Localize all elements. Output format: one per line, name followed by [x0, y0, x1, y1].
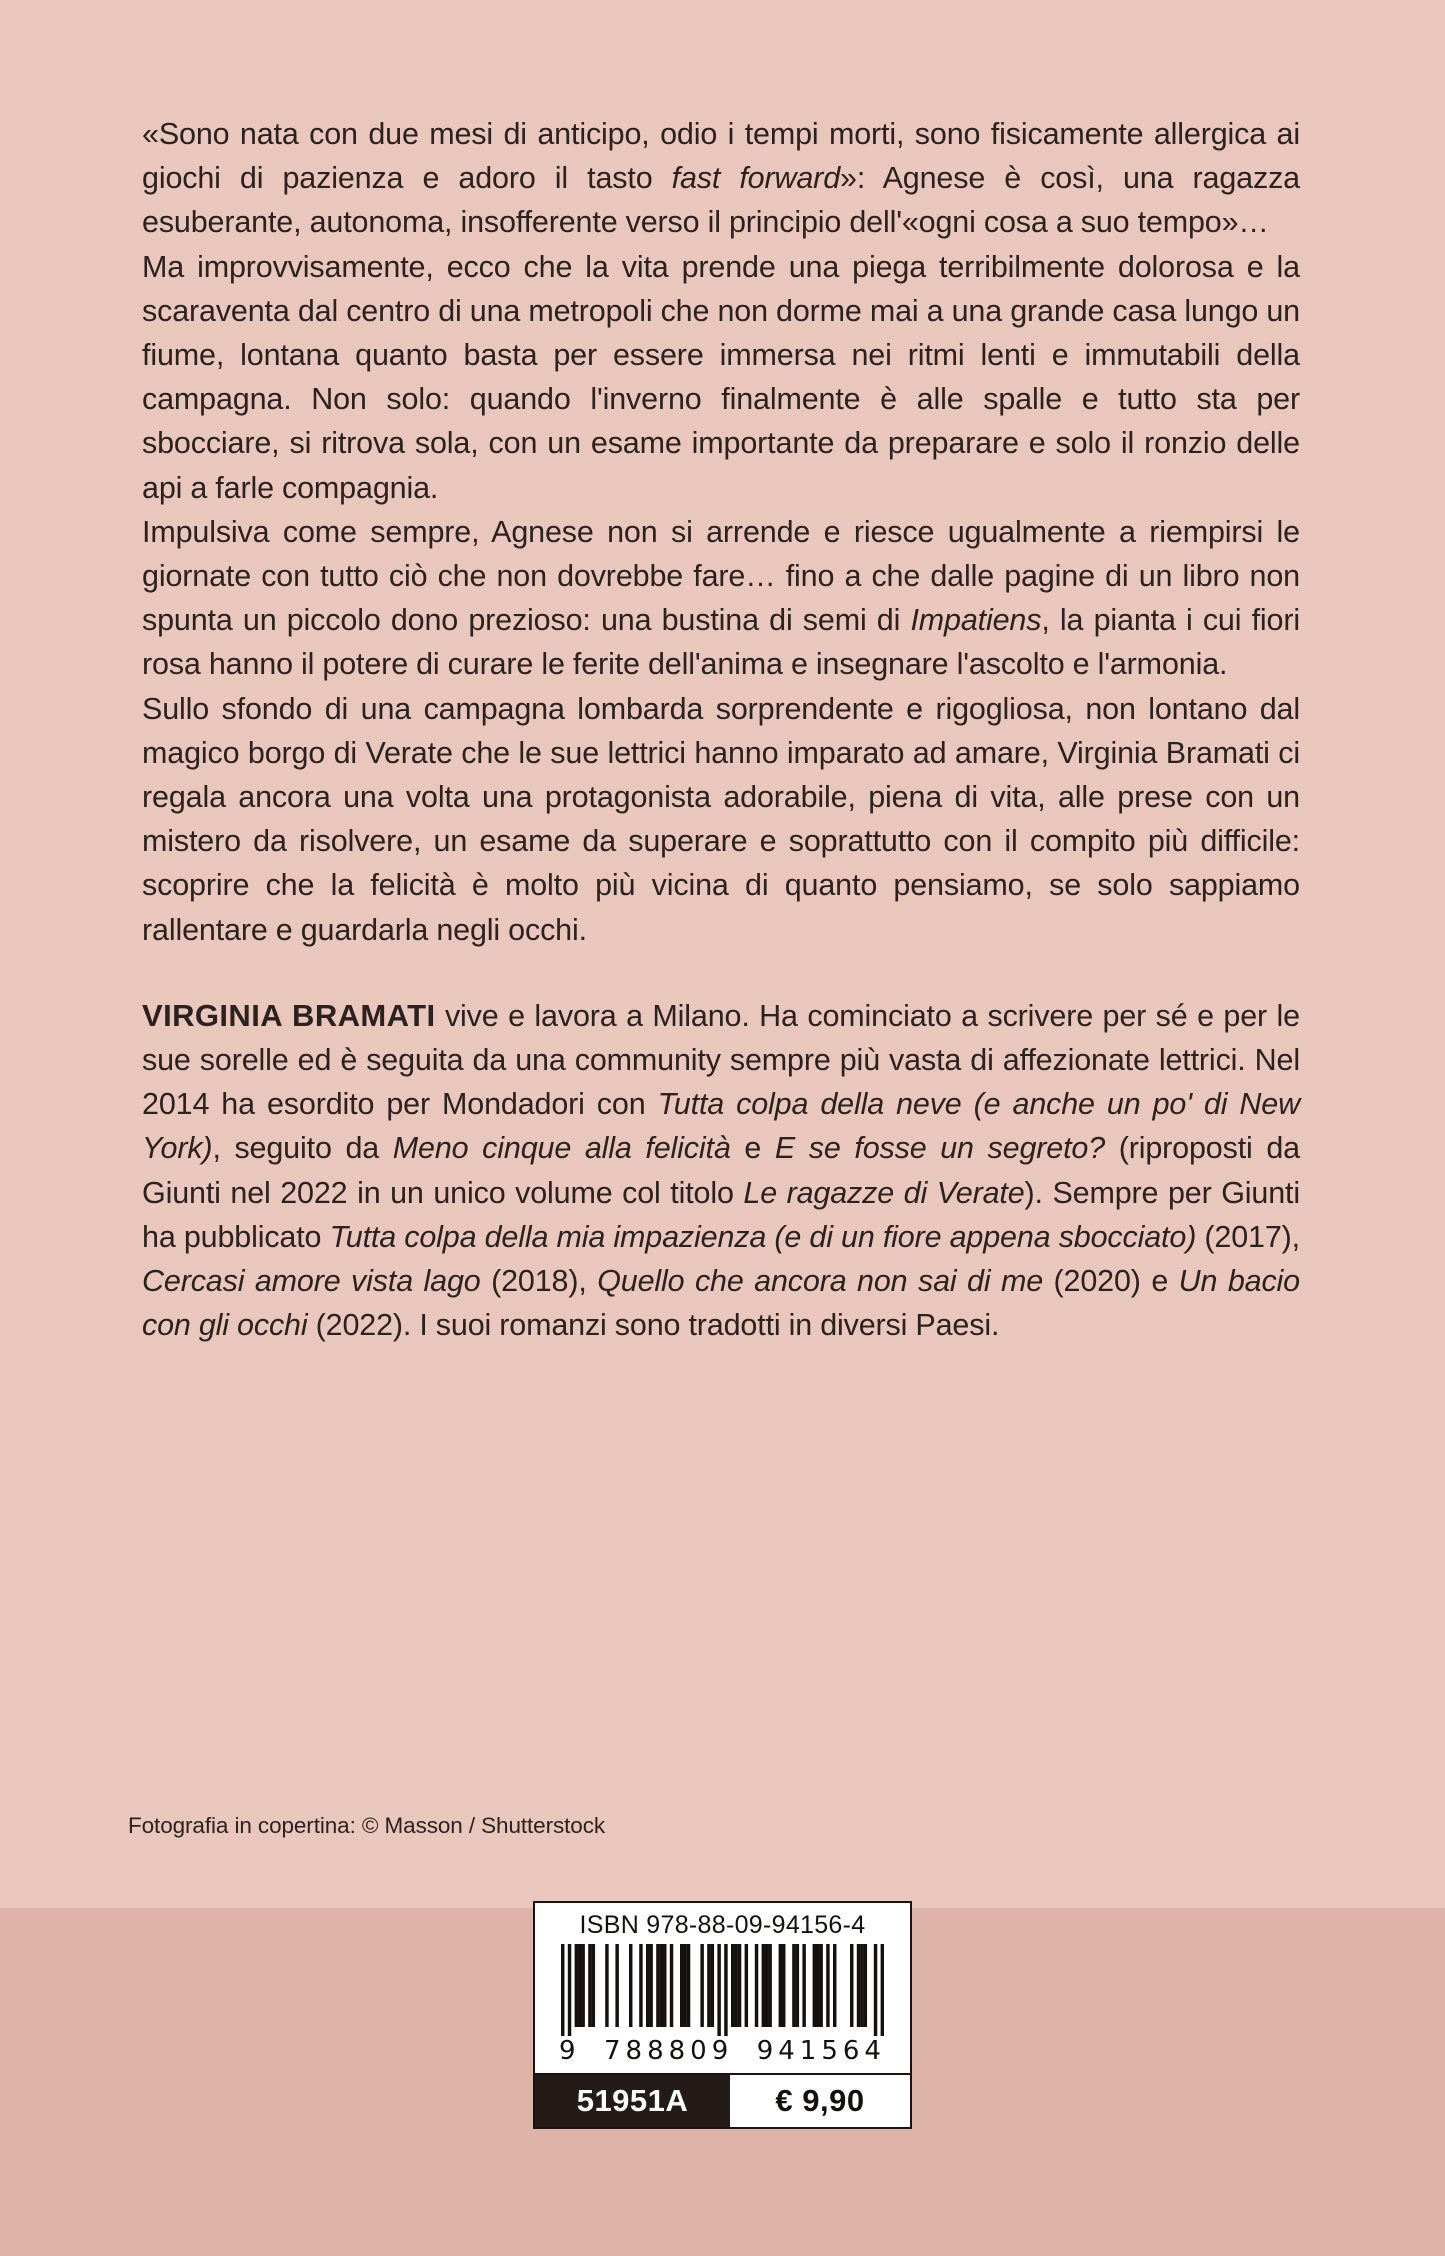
back-cover-content: [142, 112, 1300, 1347]
isbn-label: ISBN 978-88-09-94156-4: [579, 1911, 866, 1939]
author-bio: [142, 994, 1300, 1348]
blurb-paragraph-4: Sullo sfondo di una campagna lombarda sorprendente e rigogliosa, non lontano dal magico borgo di Verate che le sue lettrici hanno imparato ad amare, Virginia Bramati ci regala ancora una volta una protagonista adorabile, piena di vita, alle prese con un mistero da risolvere, un esame da superare e soprattutto con il compito più difficile: scoprire che la felicità è molto più vicina di quanto pensiamo, se solo sappiamo rallentare e guardarla negli occhi.: [142, 691, 1300, 947]
barcode-digit-group-1: 9: [559, 2036, 581, 2066]
barcode-digits: [535, 2036, 910, 2073]
blurb-paragraph-2: Ma improvvisamente, ecco che la vita prende una piega terribilmente dolorosa e la scaraventa dal centro di una metropoli che non dorme mai a una grande casa lungo un fiume, lontana quanto basta per essere immersa nei ritmi lenti e immutabili della campagna. Non solo: quando l'inverno finalmente è alle spalle e tutto sta per sbocciare, si ritrova sola, con un esame importante da preparare e solo il ronzio delle api a farle compagnia.: [142, 249, 1300, 505]
internal-code: 51951A: [535, 2075, 730, 2127]
ean13-barcode-icon: [561, 1944, 884, 2036]
blurb-paragraphs: [142, 112, 1300, 952]
blurb-paragraph-3: Impulsiva come sempre, Agnese non si arrende e riesce ugualmente a riempirsi le giornate con tutto ciò che non dovrebbe fare… fino a che dalle pagine di un libro non spunta un piccolo dono prezioso: una bustina di semi di Impatiens, la pianta i cui fiori rosa hanno il potere di curare le ferite dell'anima e insegnare l'ascolto e l'armonia.: [142, 514, 1300, 682]
barcode-block: [533, 1901, 912, 2129]
barcode-footer: [535, 2073, 910, 2127]
author-bio-text: vive e lavora a Milano. Ha cominciato a scrivere per sé e per le sue sorelle ed è seguita da una community sempre più vasta di affezionate lettrici. Nel 2014 ha esordito per Mondadori con Tutta colpa della neve (e anche un po' di New York), seguito da Meno cinque alla felicità e E se fosse un segreto? (riproposti da Giunti nel 2022 in un unico volume col titolo Le ragazze di Verate). Sempre per Giunti ha pubblicato Tutta colpa della mia impazienza (e di un fiore appena sbocciato) (2017), Cercasi amore vista lago (2018), Quello che ancora non sai di me (2020) e Un bacio con gli occhi (2022). I suoi romanzi sono tradotti in diversi Paesi.: [142, 998, 1300, 1343]
barcode-digit-group-2: 788809: [604, 2036, 734, 2066]
price-label: € 9,90: [730, 2075, 910, 2127]
blurb-paragraph-1: «Sono nata con due mesi di anticipo, odio i tempi morti, sono fisicamente allergica ai giochi di pazienza e adoro il tasto fast forward»: Agnese è così, una ragazza esuberante, autonoma, insofferente verso il principio dell'«ogni cosa a suo tempo»…: [142, 117, 1300, 240]
barcode-bars-container: [561, 1944, 884, 2036]
author-name: VIRGINIA BRAMATI: [142, 997, 436, 1033]
photo-credit: Fotografia in copertina: © Masson / Shutterstock: [128, 1813, 606, 1838]
barcode-digit-group-3: 941564: [756, 2036, 886, 2066]
